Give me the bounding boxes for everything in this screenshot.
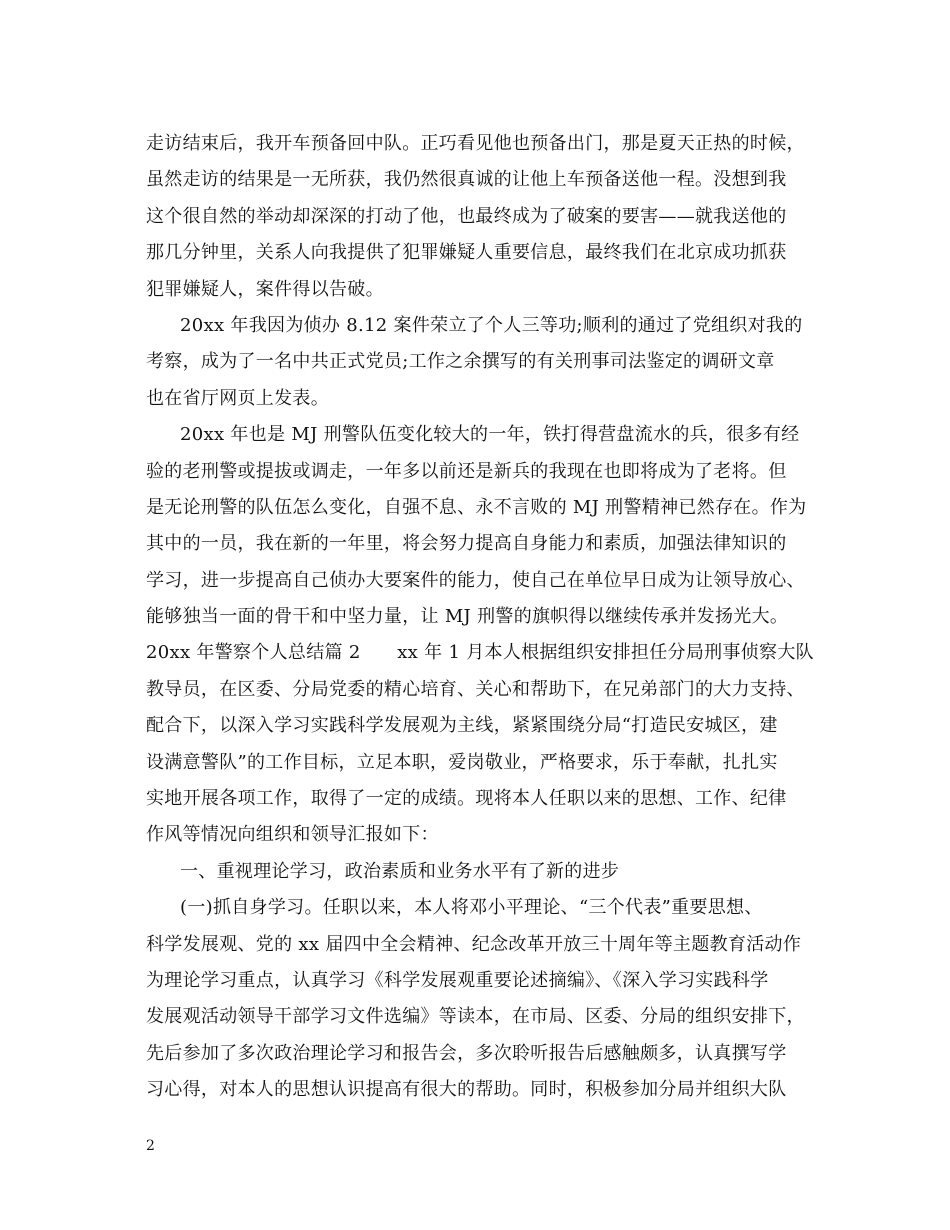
text-line: 考察，成为了一名中共正式党员;工作之余撰写的有关刑事司法鉴定的调研文章 xyxy=(146,351,775,373)
text-line: 先后参加了多次政治理论学习和报告会，多次聆听报告后感触颇多，认真撰写学 xyxy=(146,1042,787,1064)
text-line: 设满意警队”的工作目标，立足本职，爱岗敬业，严格要求，乐于奉献，扎扎实 xyxy=(146,751,778,773)
document-body xyxy=(146,126,816,1109)
text-line: 也在省厅网页上发表。 xyxy=(146,387,329,409)
text-line: (一)抓自身学习。任职以来，本人将邓小平理论、“三个代表”重要思想、 xyxy=(180,897,763,919)
text-line: 20xx 年也是 MJ 刑警队伍变化较大的一年，铁打得营盘流水的兵，很多有经 xyxy=(180,424,800,446)
text-line: 科学发展观、党的 xx 届四中全会精神、纪念改革开放三十周年等主题教育活动作 xyxy=(146,933,802,955)
text-line: 其中的一员，我在新的一年里，将会努力提高自身能力和素质，加强法律知识的 xyxy=(146,533,787,555)
text-line: 这个很自然的举动却深深的打动了他，也最终成为了破案的要害——就我送他的 xyxy=(146,205,787,227)
text-line: 一、重视理论学习，政治素质和业务水平有了新的进步 xyxy=(180,860,620,882)
text-line: 20xx 年警察个人总结篇 2 xx 年 1 月本人根据组织安排担任分局刑事侦察大队 xyxy=(146,642,814,664)
text-line: 犯罪嫌疑人，案件得以告破。 xyxy=(146,278,384,300)
text-line: 学习，进一步提高自己侦办大要案件的能力，使自己在单位早日成为让领导放心、 xyxy=(146,569,805,591)
text-line: 虽然走访的结果是一无所获，我仍然很真诚的让他上车预备送他一程。没想到我 xyxy=(146,169,787,191)
text-line: 能够独当一面的骨干和中坚力量，让 MJ 刑警的旗帜得以继续传承并发扬光大。 xyxy=(146,606,789,628)
text-line: 实地开展各项工作，取得了一定的成绩。现将本人任职以来的思想、工作、纪律 xyxy=(146,788,787,810)
text-line: 走访结束后，我开车预备回中队。正巧看见他也预备出门，那是夏天正热的时候， xyxy=(146,133,805,154)
text-line: 教导员，在区委、分局党委的精心培育、关心和帮助下，在兄弟部门的大力支持、 xyxy=(146,678,805,700)
text-line: 为理论学习重点，认真学习《科学发展观重要论述摘编》、《深入学习实践科学 xyxy=(146,969,769,991)
text-line: 作风等情况向组织和领导汇报如下： xyxy=(146,824,439,846)
text-line: 发展观活动领导干部学习文件选编》等读本，在市局、区委、分局的组织安排下， xyxy=(146,1006,805,1028)
text-line: 验的老刑警或提拔或调走，一年多以前还是新兵的我现在也即将成为了老将。但 xyxy=(146,460,787,482)
text-line: 20xx 年我因为侦办 8.12 案件荣立了个人三等功;顺利的通过了党组织对我的 xyxy=(180,314,803,336)
text-line: 是无论刑警的队伍怎么变化，自强不息、永不言败的 MJ 刑警精神已然存在。作为 xyxy=(146,496,807,518)
text-line: 那几分钟里，关系人向我提供了犯罪嫌疑人重要信息，最终我们在北京成功抓获 xyxy=(146,242,787,264)
page-number: 2 xyxy=(146,1138,155,1154)
text-line: 配合下，以深入学习实践科学发展观为主线，紧紧围绕分局“打造民安城区，建 xyxy=(146,715,778,737)
text-line: 习心得，对本人的思想认识提高有很大的帮助。同时，积极参加分局并组织大队 xyxy=(146,1079,787,1101)
